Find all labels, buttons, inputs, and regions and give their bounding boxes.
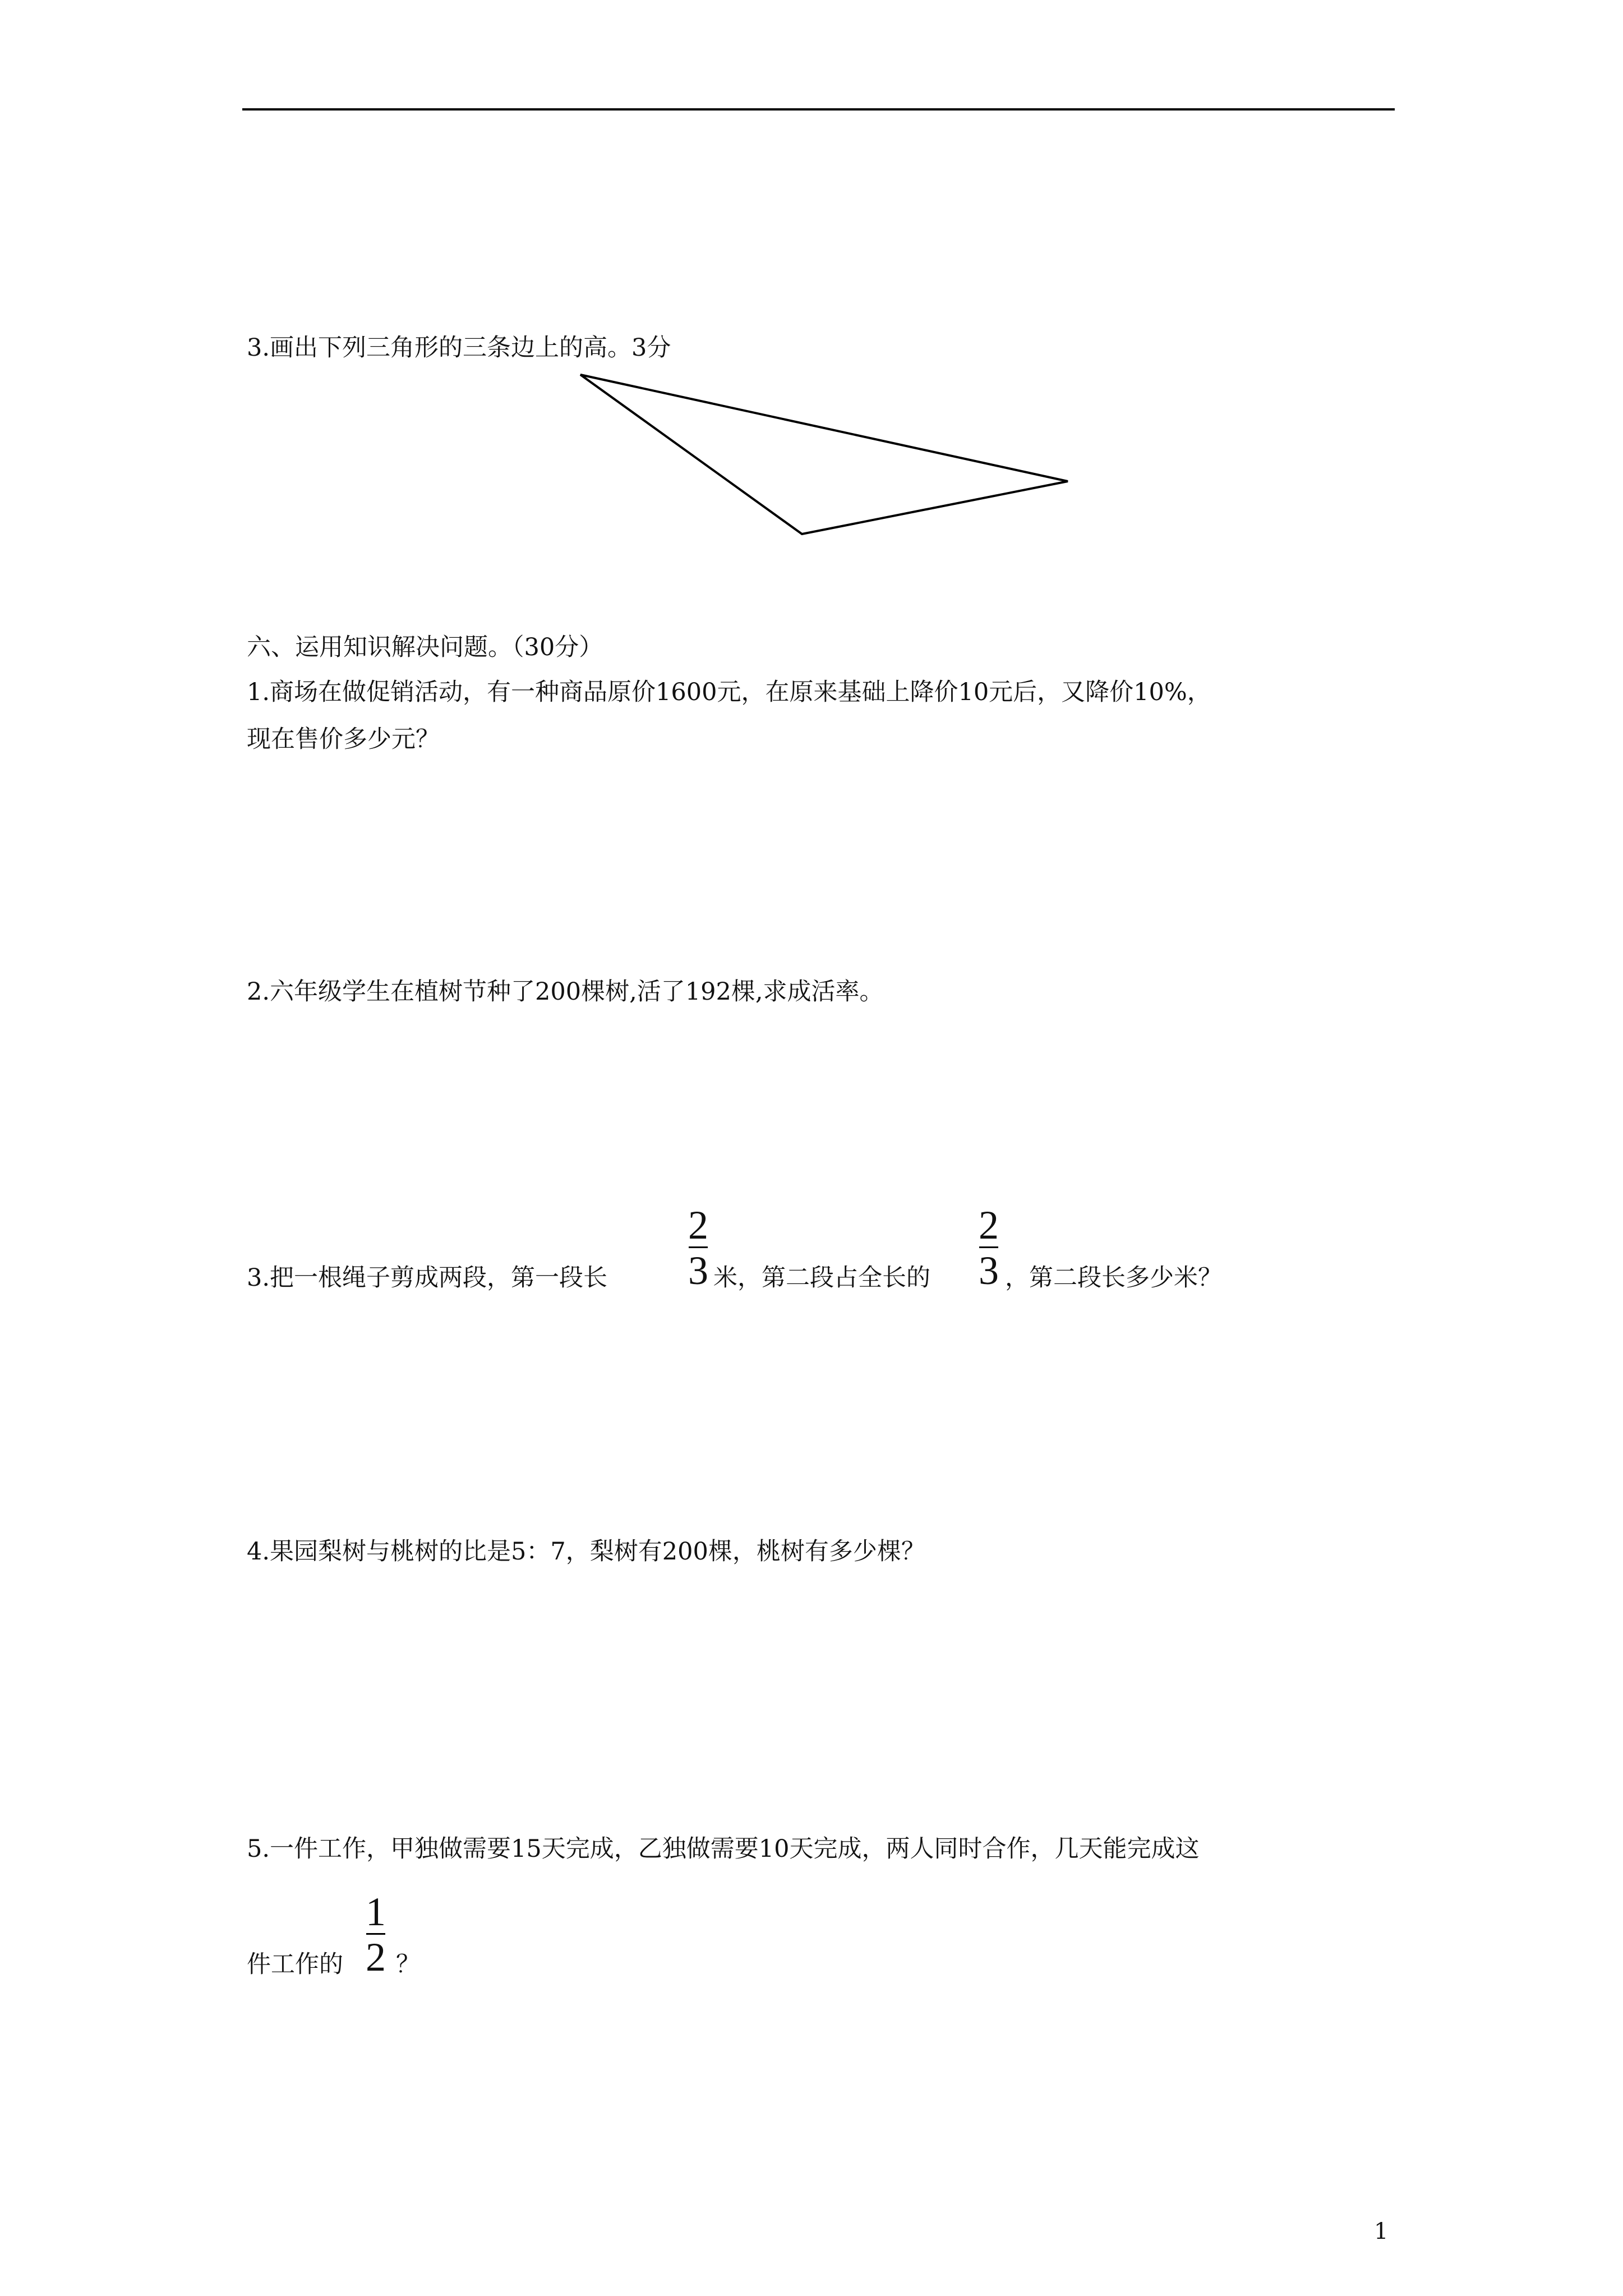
section-title: 六、运用知识解决问题。（30分） xyxy=(247,633,603,661)
problem-1-line-1: 1.商场在做促销活动，有一种商品原价1600元，在原来基础上降价10元后，又降价10%， xyxy=(247,678,1211,706)
fraction-denominator: 2 xyxy=(366,1935,386,1980)
problem-1-line-2: 现在售价多少元？ xyxy=(247,725,440,753)
question-triangle-heights: 3.画出下列三角形的三条边上的高。3分 xyxy=(247,334,671,362)
problem-4: 4.果园梨树与桃树的比是5：7，梨树有200棵，桃树有多少棵？ xyxy=(247,1538,925,1566)
fraction-one-half xyxy=(362,1889,390,1980)
problem-3-text-c: ，第二段长多少米？ xyxy=(1005,1264,1222,1292)
problem-3-text-b: 米，第二段占全长的 xyxy=(713,1264,930,1292)
problem-5-text-a: 件工作的 xyxy=(247,1950,343,1978)
problem-5-line-1: 5.一件工作，甲独做需要15天完成，乙独做需要10天完成，两人同时合作，几天能完成这 xyxy=(247,1835,1200,1863)
fraction-numerator: 2 xyxy=(688,1203,708,1248)
fraction-denominator: 3 xyxy=(688,1248,708,1293)
fraction-numerator: 1 xyxy=(366,1889,386,1934)
problem-5-text-b: ？ xyxy=(396,1950,420,1978)
fraction-numerator: 2 xyxy=(979,1203,999,1248)
problem-2: 2.六年级学生在植树节种了200棵树,活了192棵,求成活率。 xyxy=(247,978,884,1006)
page-number: 1 xyxy=(1374,2219,1389,2244)
problem-3-text-a: 3.把一根绳子剪成两段，第一段长 xyxy=(247,1264,608,1292)
fraction-two-thirds-2 xyxy=(975,1205,1003,1291)
fraction-two-thirds-1 xyxy=(684,1205,712,1291)
fraction-denominator: 3 xyxy=(979,1248,999,1293)
